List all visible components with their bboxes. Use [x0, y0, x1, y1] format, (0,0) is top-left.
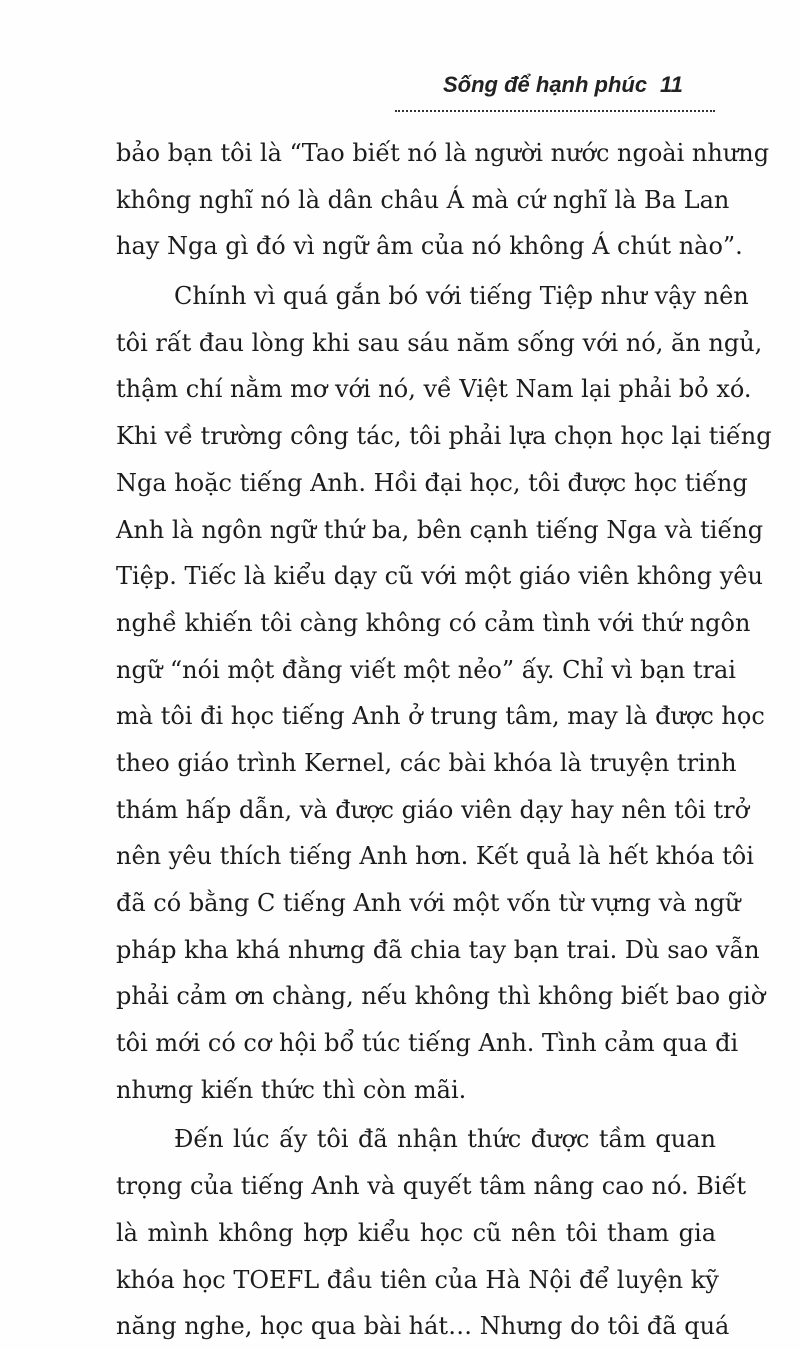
text-line: Anh là ngôn ngữ thứ ba, bên cạnh tiếng Nga và tiếng	[116, 515, 764, 544]
text-line: nghề khiến tôi càng không có cảm tình với thứ ngôn	[116, 608, 751, 637]
text-line: thậm chí nằm mơ với nó, về Việt Nam lại phải bỏ xó.	[116, 375, 752, 404]
text-line: khóa học TOEFL đầu tiên của Hà Nội để luyện kỹ	[116, 1265, 719, 1294]
text-line: nên yêu thích tiếng Anh hơn. Kết quả là hết khóa tôi	[116, 842, 754, 871]
text-line: năng nghe, học qua bài hát… Nhưng do tôi đã quá	[116, 1312, 730, 1341]
text-line: Đến lúc ấy tôi đã nhận thức được tầm quan	[174, 1125, 716, 1154]
paragraph	[116, 1116, 747, 1349]
body-text	[116, 130, 772, 1350]
text-line: thám hấp dẫn, và được giáo viên dạy hay nên tôi trở	[116, 795, 750, 824]
paragraph	[116, 273, 772, 1113]
text-line: Chính vì quá gắn bó với tiếng Tiệp như vậy nên	[174, 282, 749, 311]
text-line: mà tôi đi học tiếng Anh ở trung tâm, may là được học	[116, 702, 765, 731]
text-line: theo giáo trình Kernel, các bài khóa là truyện trinh	[116, 748, 737, 777]
text-line: Tiệp. Tiếc là kiểu dạy cũ với một giáo viên không yêu	[116, 562, 763, 591]
text-line: trọng của tiếng Anh và quyết tâm nâng cao nó. Biết	[116, 1172, 747, 1201]
page-number: 11	[660, 72, 683, 97]
running-header-title: Sống để hạnh phúc	[443, 72, 648, 97]
text-line: pháp kha khá nhưng đã chia tay bạn trai. Dù sao vẫn	[116, 935, 760, 964]
text-line: Khi về trường công tác, tôi phải lựa chọn học lại tiếng	[116, 422, 772, 451]
text-line: tôi mới có cơ hội bổ túc tiếng Anh. Tình cảm qua đi	[116, 1029, 739, 1058]
paragraph	[116, 130, 770, 270]
text-line: tôi rất đau lòng khi sau sáu năm sống với nó, ăn ngủ,	[116, 328, 763, 357]
text-line: đã có bằng C tiếng Anh với một vốn từ vựng và ngữ	[116, 889, 741, 917]
text-line: là mình không hợp kiểu học cũ nên tôi tham gia	[116, 1218, 716, 1247]
text-line: phải cảm ơn chàng, nếu không thì không biết bao giờ	[116, 982, 766, 1011]
text-line: bảo bạn tôi là “Tao biết nó là người nước ngoài nhưng	[116, 139, 770, 167]
running-header	[395, 70, 715, 112]
text-line: không nghĩ nó là dân châu Á mà cứ nghĩ là Ba Lan	[116, 185, 730, 214]
text-line: ngữ “nói một đằng viết một nẻo” ấy. Chỉ vì bạn trai	[116, 655, 736, 684]
text-line: nhưng kiến thức thì còn mãi.	[116, 1075, 467, 1104]
text-line: Nga hoặc tiếng Anh. Hồi đại học, tôi được học tiếng	[116, 468, 748, 497]
text-line: hay Nga gì đó vì ngữ âm của nó không Á chút nào”.	[116, 232, 743, 261]
